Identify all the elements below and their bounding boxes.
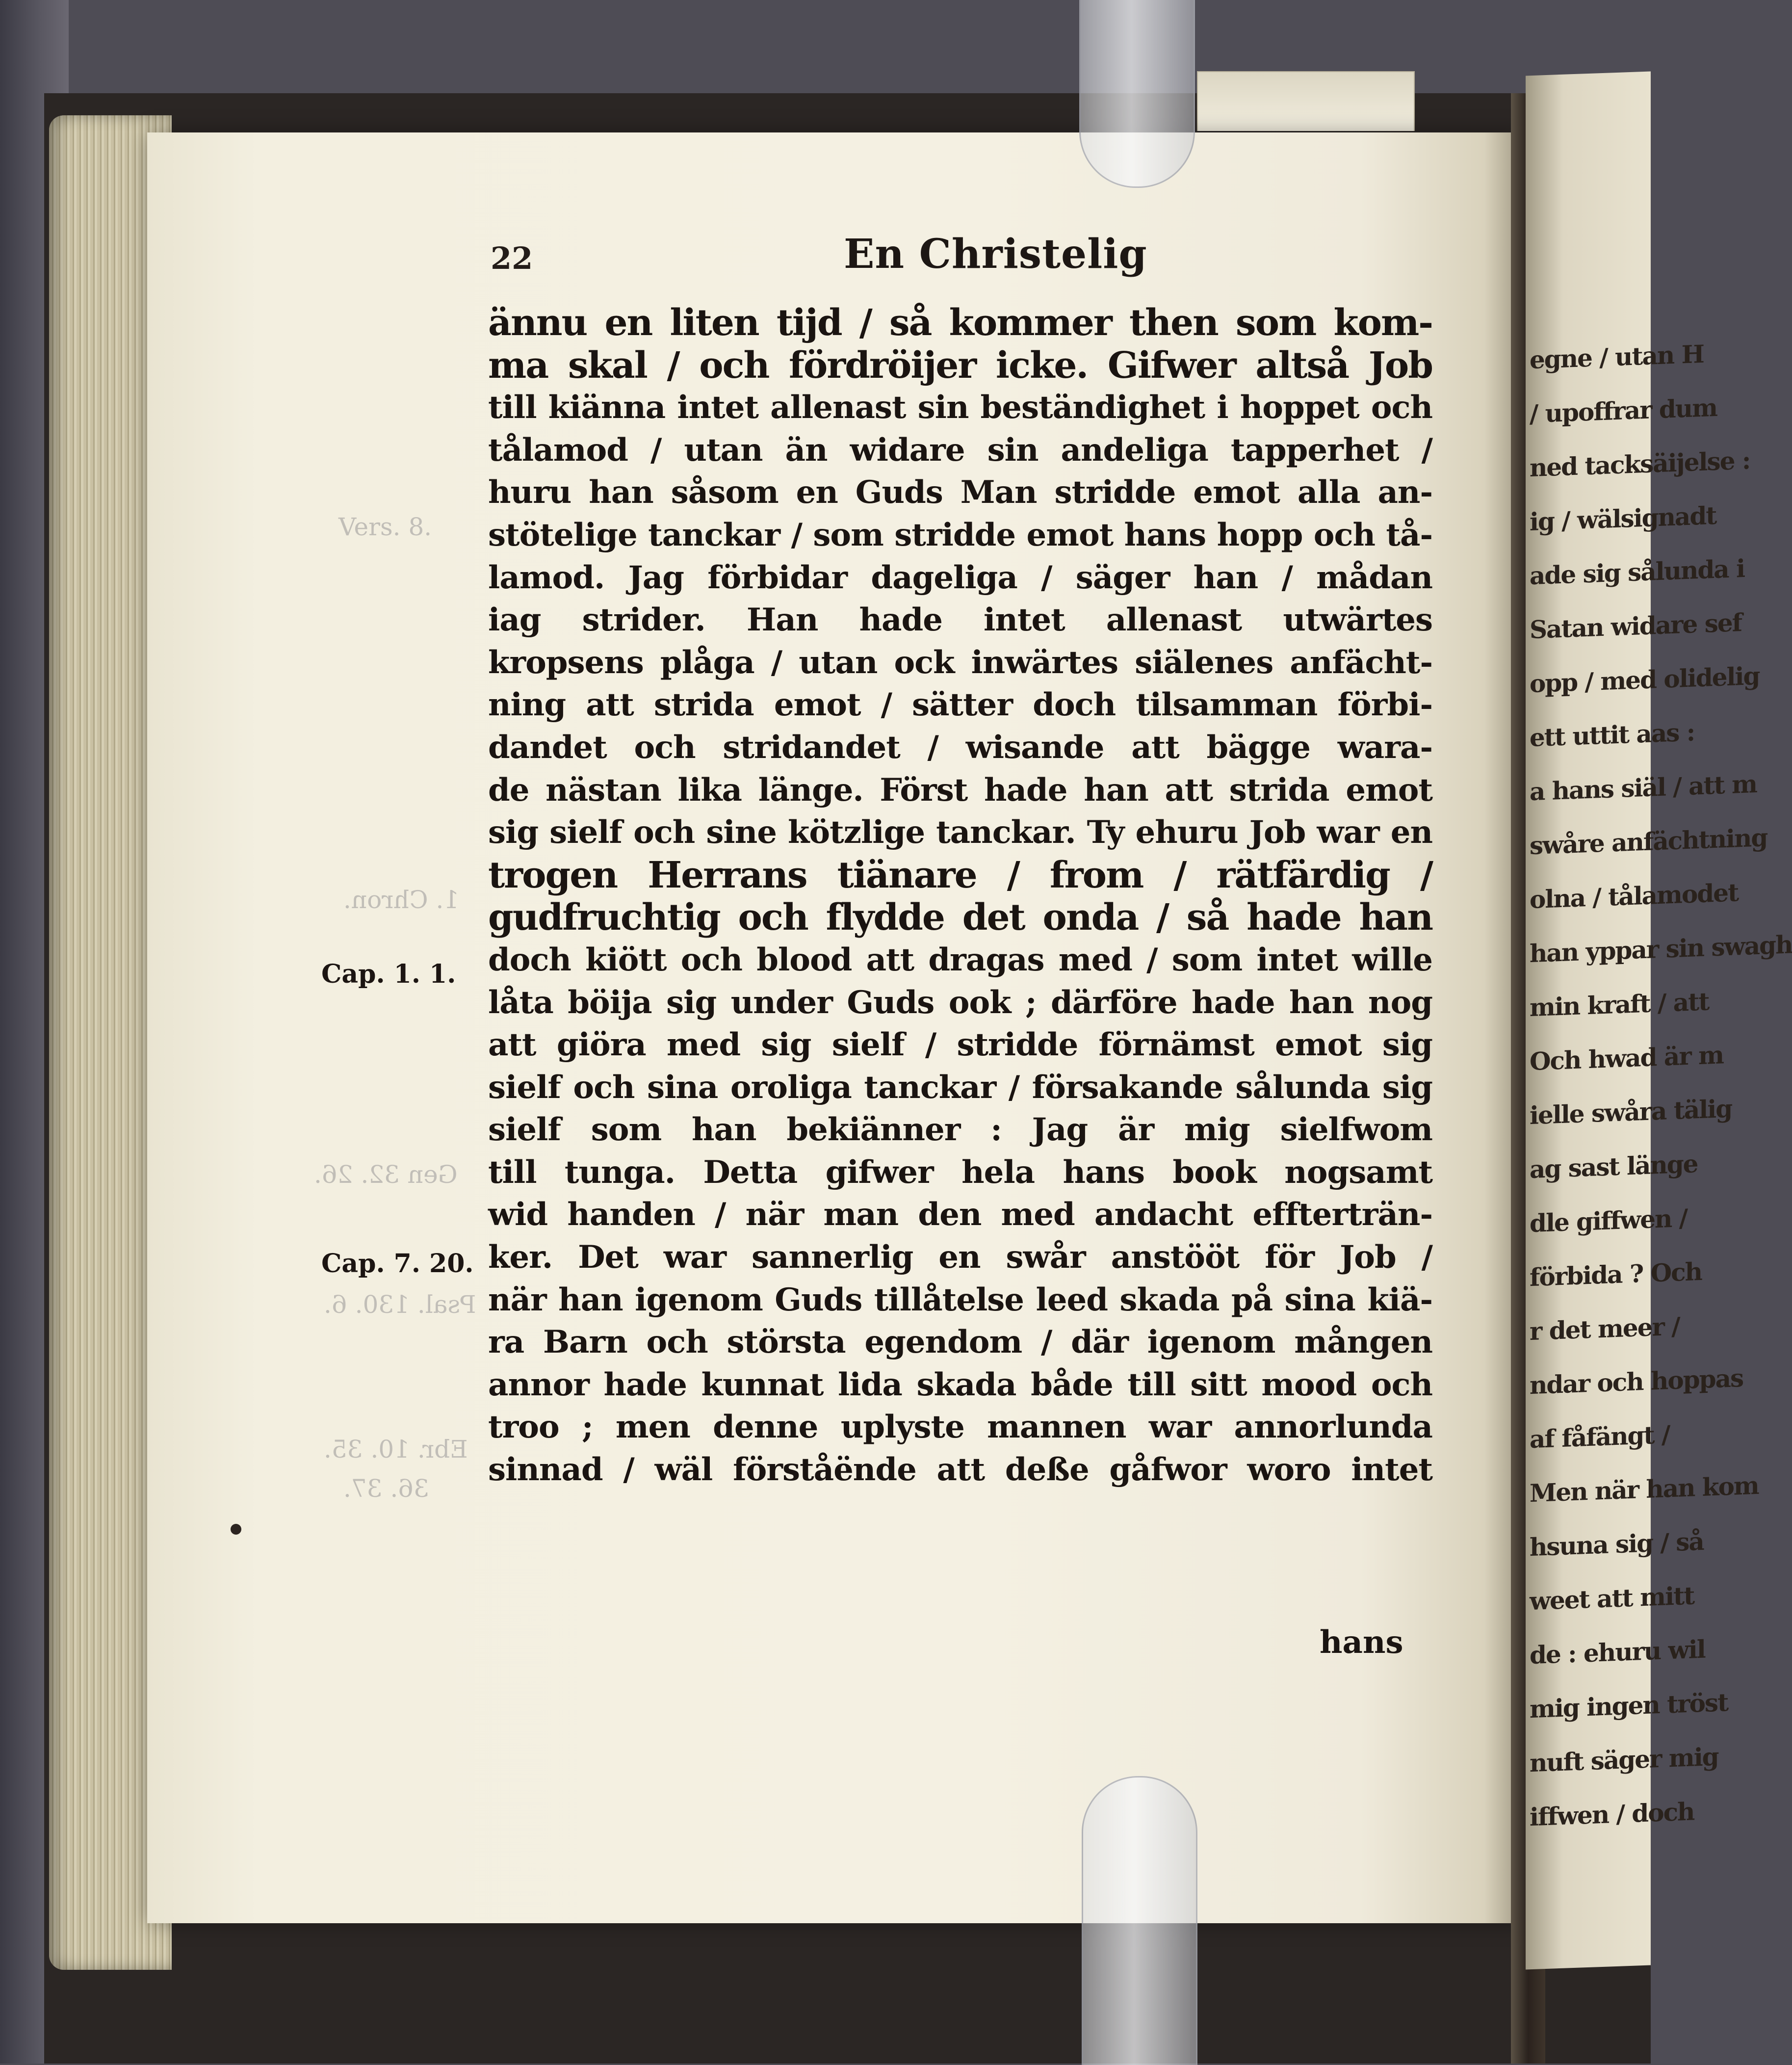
- glass-clip-top: [1079, 0, 1195, 188]
- facing-text-line: ielle swåra tälig: [1530, 1094, 1732, 1130]
- ink-dot: [231, 1524, 241, 1535]
- facing-text-line: dle giffwen /: [1530, 1203, 1688, 1238]
- facing-text-line: egne / utan H: [1530, 339, 1704, 375]
- text-line: låta böija sig under Guds ook ; därföre hade han nog: [488, 984, 1432, 1021]
- facing-text-line: weet att mitt: [1530, 1581, 1694, 1616]
- facing-text-line: han yppar sin swagh: [1530, 930, 1792, 968]
- facing-text-line: ag sast länge: [1530, 1149, 1698, 1184]
- facing-text-line: hsuna sig / så: [1530, 1526, 1704, 1562]
- facing-text-line: ned tacksäijelse :: [1530, 445, 1750, 483]
- paper-slip: [1197, 71, 1415, 131]
- text-line: sielf och sina oroliga tanckar / försakande sålunda sig: [488, 1069, 1432, 1106]
- facing-text-line: r det meer /: [1530, 1311, 1680, 1346]
- facing-text-line: / upoffrar dum: [1530, 392, 1717, 429]
- facing-page: [1526, 72, 1792, 1970]
- catchword: hans: [1320, 1624, 1403, 1661]
- text-line: ännu en liten tijd / så kommer then som kom-: [488, 302, 1432, 344]
- text-line: när han igenom Guds tillåtelse leed skada på sina kiä-: [488, 1281, 1432, 1318]
- text-line: sig sielf och sine kötzlige tanckar. Ty ehuru Job war en: [488, 814, 1432, 851]
- facing-text-line: Satan widare sef: [1530, 608, 1742, 645]
- facing-text-line: af fåfängt /: [1530, 1420, 1670, 1454]
- facing-text-line: ndar och hoppas: [1530, 1363, 1743, 1400]
- text-line: sielf som han bekiänner : Jag är mig sielfwom: [488, 1111, 1432, 1149]
- text-line: till tunga. Detta gifwer hela hans book nogsamt: [488, 1153, 1432, 1191]
- running-title: En Christelig: [844, 231, 1147, 278]
- text-line: annor hade kunnat lida skada både till sitt mood och: [488, 1366, 1432, 1403]
- facing-text-line: de : ehuru wil: [1530, 1634, 1705, 1670]
- facing-text-line: iffwen / doch: [1530, 1797, 1694, 1832]
- show-through-text: Psal. 130. 6.: [324, 1290, 476, 1319]
- text-line: troo ; men denne uplyste mannen war annorlunda: [488, 1409, 1432, 1446]
- page-number: 22: [491, 240, 533, 276]
- show-through-text: 36. 37.: [343, 1474, 429, 1503]
- page-header: [491, 231, 1423, 285]
- facing-text-line: olna / tålamodet: [1530, 878, 1739, 915]
- text-line: trogen Herrans tiänare / from / rätfärdig /: [488, 854, 1432, 896]
- text-line: dandet och stridandet / wisande att bägge wara-: [488, 729, 1432, 766]
- text-line: wid handen / när man den med andacht effterträn-: [488, 1196, 1432, 1233]
- show-through-text: 1. Chron.: [343, 886, 460, 914]
- facing-text-line: min kraft / att: [1530, 987, 1709, 1022]
- text-line: sinnad / wäl förståënde att deße gåfwor woro intet: [488, 1451, 1432, 1489]
- text-line: ker. Det war sannerlig en swår anstööt för Job /: [488, 1239, 1432, 1276]
- facing-text-line: ade sig sålunda i: [1530, 553, 1745, 591]
- text-line: lamod. Jag förbidar dageliga / säger han / mådan: [488, 559, 1432, 596]
- facing-text-line: swåre anfächtning: [1530, 823, 1767, 861]
- facing-text-line: förbida ? Och: [1530, 1256, 1702, 1292]
- body-text: [488, 302, 1432, 1491]
- facing-text-line: opp / med olidelig: [1530, 661, 1760, 699]
- text-line: ra Barn och största egendom / där igenom mången: [488, 1324, 1432, 1361]
- margin-note: Cap. 1. 1.: [321, 959, 456, 989]
- text-line: ma skal / och fördröijer icke. Gifwer altså Job: [488, 344, 1432, 387]
- facing-text-line: nuft säger mig: [1530, 1742, 1718, 1778]
- show-through-text: Gen 32. 26.: [314, 1160, 458, 1189]
- show-through-text: Vers. 8.: [338, 513, 432, 541]
- text-line: iag strider. Han hade intet allenast utwärtes: [488, 601, 1432, 639]
- facing-text-line: ett uttit aas :: [1530, 717, 1695, 753]
- facing-text-line: Men när han kom: [1530, 1470, 1759, 1508]
- text-line: stötelige tanckar / som stridde emot hans hopp och tå-: [488, 516, 1432, 553]
- facing-text-line: ig / wälsignadt: [1530, 500, 1716, 537]
- show-through-text: Ebr. 10. 35.: [324, 1435, 468, 1464]
- glass-clip-bottom: [1082, 1776, 1197, 2065]
- text-line: tålamod / utan än widare sin andeliga tapperhet /: [488, 431, 1432, 469]
- text-line: gudfruchtig och flydde det onda / så hade han: [488, 896, 1432, 939]
- text-line: till kiänna intet allenast sin beständighet i hoppet och: [488, 389, 1432, 426]
- text-line: att giöra med sig sielf / stridde förnämst emot sig: [488, 1026, 1432, 1064]
- facing-text-line: a hans siäl / att m: [1530, 769, 1757, 807]
- text-line: de nästan lika länge. Först hade han att strida emot: [488, 771, 1432, 809]
- text-line: kropsens plåga / utan ock inwärtes siälenes anfächt-: [488, 644, 1432, 681]
- margin-note: Cap. 7. 20.: [321, 1249, 474, 1279]
- text-line: doch kiött och blood att dragas med / som intet wille: [488, 941, 1432, 978]
- facing-text-line: mig ingen tröst: [1530, 1688, 1728, 1724]
- text-line: huru han såsom en Guds Man stridde emot alla an-: [488, 474, 1432, 511]
- text-line: ning att strida emot / sätter doch tilsamman förbi-: [488, 686, 1432, 724]
- facing-text-line: Och hwad är m: [1530, 1040, 1723, 1076]
